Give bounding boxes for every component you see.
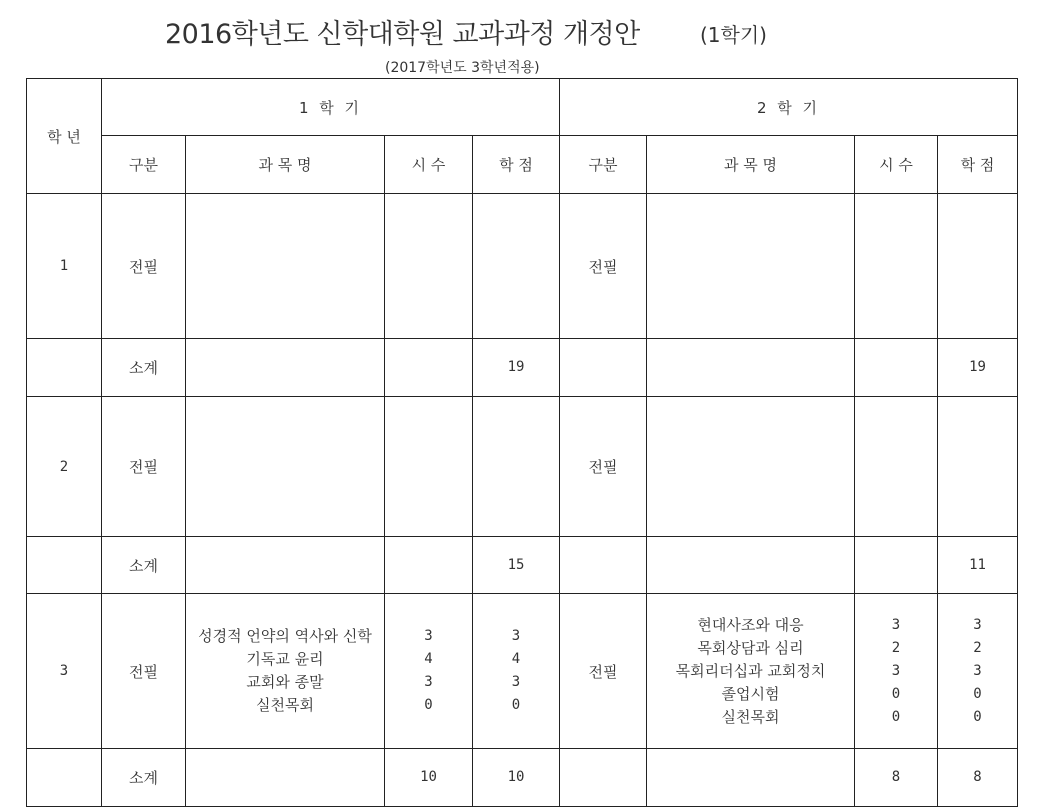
s2-course-cell-line: 목회상담과 심리 — [697, 638, 804, 657]
s2-hours-cell — [855, 397, 938, 537]
s2-credits-cell-line: 8 — [973, 769, 982, 785]
s2-credits-cell — [938, 339, 1018, 397]
s2-credits-cell-line: 0 — [973, 708, 982, 725]
s2-course-cell — [647, 194, 855, 339]
col-header-credits-s1: 학 점 — [473, 136, 560, 194]
s2-category-cell — [560, 339, 647, 397]
s1-course-cell-line: 교회와 종말 — [246, 673, 324, 691]
s2-hours-cell-line: 2 — [891, 639, 901, 656]
s1-course-cell-line: 기독교 윤리 — [246, 650, 324, 668]
semester2-header: 2 학 기 — [560, 79, 1018, 136]
s1-course-cell-line: 성경적 언약의 역사와 신학 — [198, 627, 372, 645]
s1-hours-cell — [385, 194, 473, 339]
s2-hours-cell — [855, 339, 938, 397]
s2-hours-cell — [855, 194, 938, 339]
s1-hours-cell-line: 3 — [424, 674, 433, 690]
s1-hours-cell — [385, 397, 473, 537]
table-row — [27, 194, 1018, 339]
s2-hours-cell-line: 8 — [891, 769, 901, 785]
s1-credits-cell — [473, 194, 560, 339]
col-header-credits-s2: 학 점 — [938, 136, 1018, 194]
page-subtitle: (2017학년도 3학년적용) — [385, 60, 540, 76]
s2-course-cell-line: 현대사조와 대응 — [697, 615, 804, 634]
s2-hours-cell-line: 3 — [891, 616, 901, 633]
table-row — [27, 537, 1018, 594]
s2-category-cell — [560, 537, 647, 594]
s1-category-cell: 소계 — [102, 339, 186, 397]
s1-credits-cell — [473, 594, 560, 749]
s2-category-cell — [560, 749, 647, 807]
s1-credits-cell-line: 0 — [511, 697, 521, 713]
s2-hours-cell — [855, 537, 938, 594]
s1-hours-cell — [385, 749, 473, 807]
s2-course-cell — [647, 339, 855, 397]
s1-category-cell: 전필 — [102, 194, 186, 339]
document-header — [0, 0, 1038, 78]
s1-credits-cell — [473, 397, 560, 537]
s2-credits-cell-line: 11 — [969, 556, 986, 573]
table-row — [27, 339, 1018, 397]
s2-course-cell-line: 졸업시험 — [721, 684, 780, 703]
s1-credits-cell-line: 19 — [507, 359, 525, 375]
s1-course-cell — [186, 397, 385, 537]
year-cell — [27, 339, 102, 397]
year-cell — [27, 537, 102, 594]
s1-credits-cell — [473, 749, 560, 807]
s2-credits-cell — [938, 194, 1018, 339]
col-header-hours-s1: 시 수 — [385, 136, 473, 194]
s1-hours-cell-line: 3 — [424, 628, 433, 644]
s1-credits-cell-line: 10 — [507, 769, 525, 785]
semester1-header: 1 학 기 — [102, 79, 560, 136]
s2-hours-cell — [855, 749, 938, 807]
table-row — [27, 749, 1018, 807]
s2-credits-cell-line: 3 — [973, 616, 982, 633]
s2-hours-cell — [855, 594, 938, 749]
col-header-course-s2: 과 목 명 — [647, 136, 855, 194]
s2-course-cell-line: 목회리더십과 교회정치 — [675, 661, 826, 680]
s1-credits-cell-line: 4 — [511, 651, 521, 667]
s1-credits-cell-line: 15 — [507, 556, 525, 573]
s2-hours-cell-line: 3 — [891, 662, 901, 679]
col-header-category-s2: 구분 — [560, 136, 647, 194]
s1-course-cell — [186, 339, 385, 397]
s1-credits-cell — [473, 537, 560, 594]
s1-credits-cell — [473, 339, 560, 397]
s1-hours-cell-line: 10 — [420, 769, 437, 785]
s1-course-cell-line: 실천목회 — [256, 696, 314, 714]
s2-credits-cell-line: 3 — [973, 662, 982, 679]
s2-course-cell — [647, 397, 855, 537]
col-header-year: 학 년 — [27, 79, 102, 194]
s2-course-cell — [647, 749, 855, 807]
s1-credits-cell-line: 3 — [511, 674, 521, 690]
s2-hours-cell-line: 0 — [891, 708, 901, 725]
s2-category-cell: 전필 — [560, 194, 647, 339]
page-title: 2016학년도 신학대학원 교과과정 개정안 — [165, 19, 640, 50]
curriculum-table — [26, 78, 1018, 807]
s2-credits-cell — [938, 749, 1018, 807]
s1-course-cell — [186, 194, 385, 339]
s2-credits-cell — [938, 594, 1018, 749]
s1-hours-cell — [385, 537, 473, 594]
year-cell — [27, 749, 102, 807]
s1-course-cell — [186, 749, 385, 807]
s2-credits-cell-line: 2 — [973, 639, 982, 656]
col-header-category-s1: 구분 — [102, 136, 186, 194]
col-header-course-s1: 과 목 명 — [186, 136, 385, 194]
s2-credits-cell-line: 0 — [973, 685, 982, 702]
year-cell: 3 — [27, 594, 102, 749]
s2-category-cell: 전필 — [560, 594, 647, 749]
s1-course-cell — [186, 537, 385, 594]
col-header-hours-s2: 시 수 — [855, 136, 938, 194]
header-row-semesters — [27, 79, 1018, 136]
s1-category-cell: 전필 — [102, 594, 186, 749]
s2-credits-cell — [938, 537, 1018, 594]
s2-course-cell — [647, 537, 855, 594]
s2-course-cell — [647, 594, 855, 749]
s1-category-cell: 소계 — [102, 749, 186, 807]
s2-credits-cell — [938, 397, 1018, 537]
s1-course-cell — [186, 594, 385, 749]
year-cell: 1 — [27, 194, 102, 339]
s1-hours-cell — [385, 339, 473, 397]
table-row — [27, 594, 1018, 749]
s1-category-cell: 전필 — [102, 397, 186, 537]
s2-credits-cell-line: 19 — [969, 359, 986, 375]
s2-hours-cell-line: 0 — [891, 685, 901, 702]
table-row — [27, 397, 1018, 537]
year-cell: 2 — [27, 397, 102, 537]
s1-hours-cell-line: 4 — [424, 651, 433, 667]
s2-category-cell: 전필 — [560, 397, 647, 537]
s1-hours-cell — [385, 594, 473, 749]
s2-course-cell-line: 실천목회 — [721, 707, 780, 726]
s1-hours-cell-line: 0 — [424, 697, 433, 713]
title-semester: (1학기) — [700, 23, 767, 47]
s1-category-cell: 소계 — [102, 537, 186, 594]
header-row-columns — [27, 136, 1018, 194]
s1-credits-cell-line: 3 — [511, 628, 521, 644]
